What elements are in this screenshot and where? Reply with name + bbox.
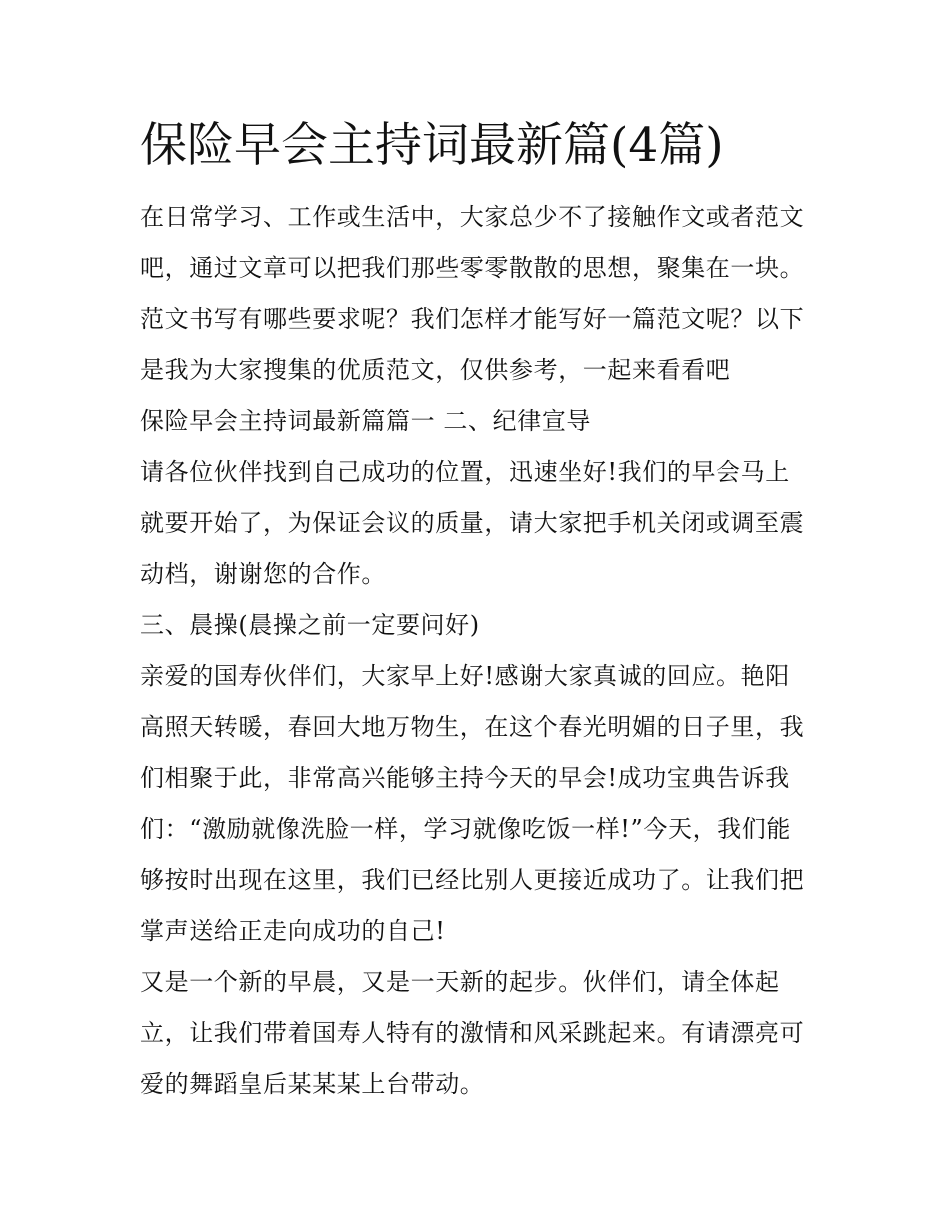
text-line: 范文书写有哪些要求呢？我们怎样才能写好一篇范文呢？以下 <box>140 305 805 333</box>
document-page <box>140 112 820 1110</box>
text-line: 吧，通过文章可以把我们那些零零散散的思想，聚集在一块。 <box>140 254 805 282</box>
text-line: 们：“激励就像洗脸一样，学习就像吃饭一样!”今天，我们能 <box>140 815 791 843</box>
text-line: 是我为大家搜集的优质范文，仅供参考，一起来看看吧 <box>140 356 731 384</box>
text-line: 请各位伙伴找到自己成功的位置，迅速坐好!我们的早会马上 <box>140 458 790 486</box>
section-heading <box>140 396 820 447</box>
text-line: 高照天转暖，春回大地万物生，在这个春光明媚的日子里，我 <box>140 713 805 741</box>
new-morning-paragraph <box>140 957 820 1110</box>
discipline-paragraph <box>140 447 820 600</box>
text-line: 够按时出现在这里，我们已经比别人更接近成功了。让我们把 <box>140 866 805 894</box>
document-title: 保险早会主持词最新篇(4篇) <box>140 118 724 173</box>
text-line: 们相聚于此，非常高兴能够主持今天的早会!成功宝典告诉我 <box>140 764 790 792</box>
text-line: 动档，谢谢您的合作。 <box>140 560 386 588</box>
text-line: 亲爱的国寿伙伴们，大家早上好!感谢大家真诚的回应。艳阳 <box>140 662 790 690</box>
greeting-paragraph <box>140 651 820 957</box>
text-line: 立，让我们带着国寿人特有的激情和风采跳起来。有请漂亮可 <box>140 1019 805 1047</box>
text-line: 在日常学习、工作或生活中，大家总少不了接触作文或者范文 <box>140 203 805 231</box>
text-line: 掌声送给正走向成功的自己! <box>140 917 446 945</box>
text-line: 保险早会主持词最新篇篇一 二、纪律宣导 <box>140 407 592 435</box>
text-line: 三、晨操(晨操之前一定要问好) <box>140 611 480 639</box>
text-line: 又是一个新的早晨，又是一天新的起步。伙伴们，请全体起 <box>140 968 780 996</box>
text-line: 爱的舞蹈皇后某某某上台带动。 <box>140 1070 485 1098</box>
morning-exercise-heading <box>140 600 820 651</box>
text-line: 就要开始了，为保证会议的质量，请大家把手机关闭或调至震 <box>140 509 805 537</box>
intro-paragraph <box>140 192 820 396</box>
